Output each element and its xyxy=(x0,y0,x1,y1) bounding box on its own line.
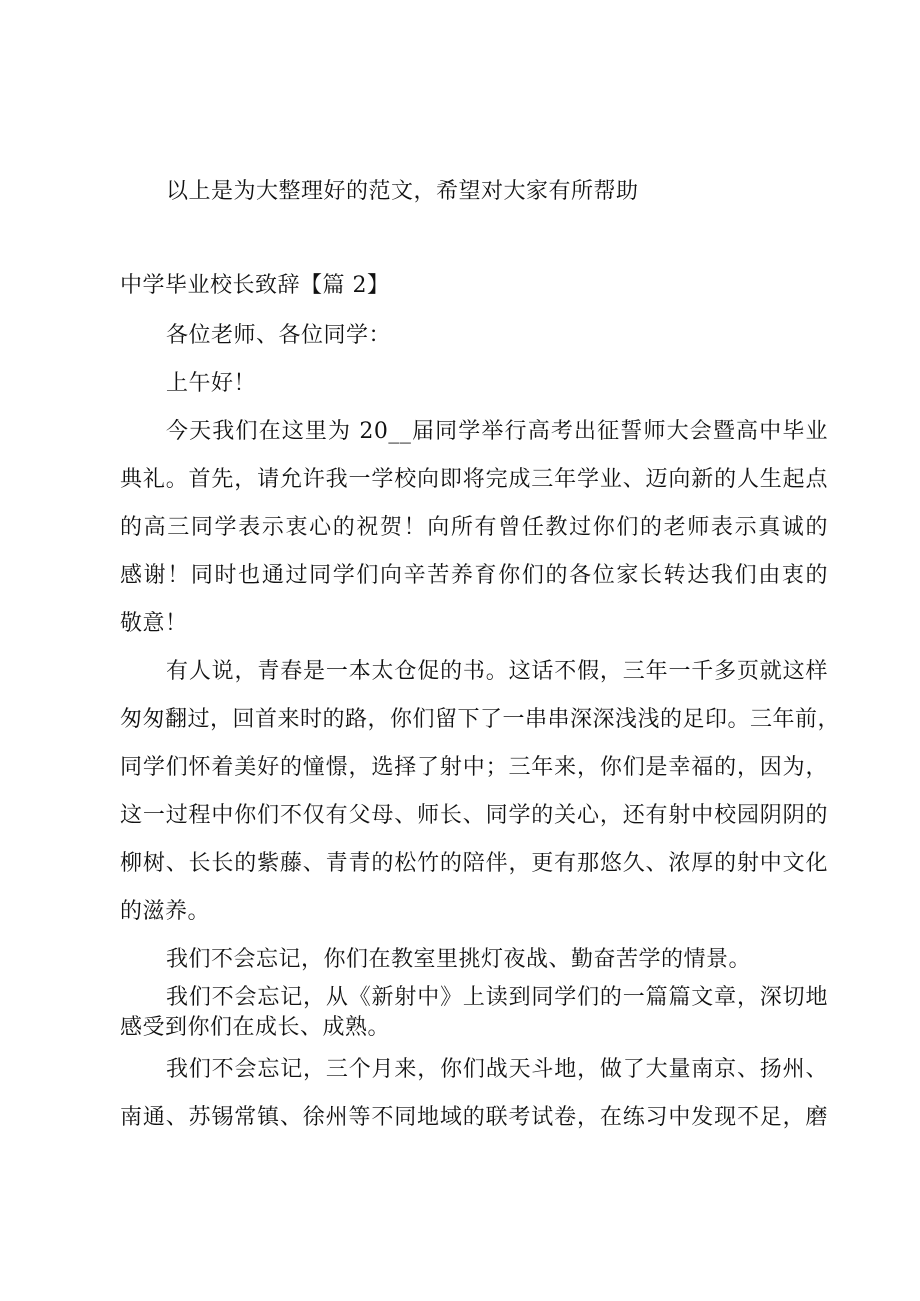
paragraph-5-line-2: 南通、苏锡常镇、徐州等不同地域的联考试卷，在练习中发现不足，磨 xyxy=(120,1105,828,1130)
paragraph-1-line-5: 敬意！ xyxy=(120,611,188,636)
paragraph-2-line-6: 的滋养。 xyxy=(120,899,211,924)
closing-line: 以上是为大整理好的范文，希望对大家有所帮助 xyxy=(166,179,639,204)
paragraph-5-line-1: 我们不会忘记，三个月来，你们战天斗地，做了大量南京、扬州、 xyxy=(166,1057,828,1082)
paragraph-1-line-4: 感谢！同时也通过同学们向辛苦养育你们的各位家长转达我们由衷的 xyxy=(120,563,828,588)
greeting: 上午好！ xyxy=(166,371,257,396)
paragraph-2-line-5: 柳树、长长的紫藤、青青的松竹的陪伴，更有那悠久、浓厚的射中文化 xyxy=(120,851,828,876)
paragraph-2-line-2: 匆匆翻过，回首来时的路，你们留下了一串串深深浅浅的足印。三年前， xyxy=(120,707,841,732)
paragraph-4-line-2: 感受到你们在成长、成熟。 xyxy=(120,1015,391,1040)
paragraph-2-line-1: 有人说，青春是一本太仓促的书。这话不假，三年一千多页就这样 xyxy=(166,659,828,684)
paragraph-1-line-2: 典礼。首先，请允许我一学校向即将完成三年学业、迈向新的人生起点 xyxy=(120,467,828,492)
paragraph-3: 我们不会忘记，你们在教室里挑灯夜战、勤奋苦学的情景。 xyxy=(166,947,752,972)
paragraph-1-line-3: 的高三同学表示衷心的祝贺！向所有曾任教过你们的老师表示真诚的 xyxy=(120,515,828,540)
paragraph-2-line-3: 同学们怀着美好的憧憬，选择了射中；三年来，你们是幸福的，因为， xyxy=(120,755,828,780)
paragraph-4-line-1: 我们不会忘记，从《新射中》上读到同学们的一篇篇文章，深切地 xyxy=(166,985,828,1010)
section-title: 中学毕业校长致辞【篇 2】 xyxy=(120,273,390,298)
paragraph-2-line-4: 这一过程中你们不仅有父母、师长、同学的关心，还有射中校园阴阴的 xyxy=(120,803,828,828)
paragraph-1-line-1: 今天我们在这里为 20__届同学举行高考出征誓师大会暨高中毕业 xyxy=(166,419,828,444)
salutation: 各位老师、各位同学： xyxy=(166,323,392,348)
